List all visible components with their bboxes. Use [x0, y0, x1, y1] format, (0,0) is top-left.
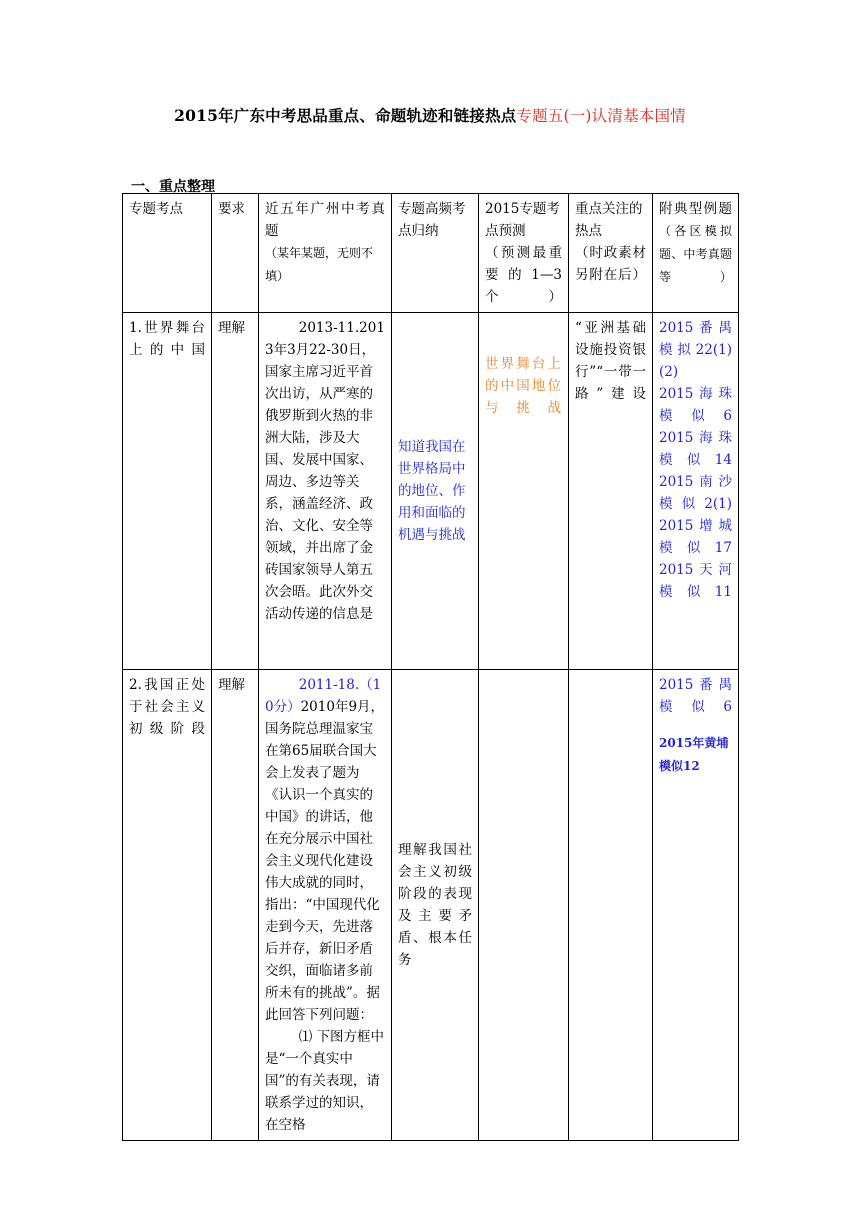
header-prediction-title: 2015专题考点预测 [485, 201, 560, 239]
list-item: 2015海珠模似14 [659, 430, 732, 468]
list-item: 2015增城模似17 [659, 518, 732, 556]
header-examples [653, 194, 739, 313]
header-examples-title: 附典型例题 [659, 201, 732, 217]
row1-topic: 1.世界舞台上的中国 [123, 313, 212, 670]
row1-past-exam: 2013-11.2013年3月22-30日，国家主席习近平首次出访，从严寒的俄罗斯到火热的非洲大陆，涉及大国、发展中国家、周边、多边等关系，涵盖经济、政治、文化、安全等领域，并出席了金砖国家领导人第五次会晤。此次外交活动传递的信息是 [259, 313, 392, 670]
header-prediction [479, 194, 569, 313]
header-hotspots-title: 重点关注的热点 [575, 201, 643, 239]
row1-requirement: 理解 [212, 313, 259, 670]
row2-exam-question: ⑴ 下图方框中是“一个真实中国”的有关表现，请联系学过的知识，在空格 [265, 1029, 385, 1133]
table-row [123, 670, 739, 1141]
header-past-exams-note: （某年某题，无则不填） [265, 246, 374, 283]
table-row [123, 313, 739, 670]
title-topic: 专题五(一)认清基本国情 [516, 107, 686, 125]
document-title [0, 104, 860, 126]
header-summary: 专题高频考点归纳 [392, 194, 479, 313]
row2-exam-head: 2011-18.（10分） [265, 677, 382, 715]
header-past-exams-title: 近五年广州中考真题 [265, 201, 385, 239]
list-item: 2015年黄埔模似12 [659, 736, 729, 773]
key-points-table [122, 193, 739, 1141]
row2-requirement: 理解 [212, 670, 259, 1141]
header-topic: 专题考点 [123, 194, 212, 313]
list-item: 2015南沙模似2(1) [659, 474, 732, 512]
list-item: 2015番禺模拟22(1)(2) [659, 320, 732, 380]
row2-prediction [479, 670, 569, 1141]
row1-prediction: 世界舞台上的中国地位与挑战 [479, 313, 569, 670]
list-item: 2015番禺模似6 [659, 677, 732, 715]
row1-examples [653, 313, 739, 670]
header-hotspots [569, 194, 653, 313]
row2-exam-body: 2010年9月，国务院总理温家宝在第65届联合国大会上发表了题为《认识一个真实的中国》的讲话，他在充分展示中国社会主义现代化建设伟大成就的同时，指出：“中国现代化走到今天，先进落后并存，新旧矛盾交织，面临诸多前所未有的挑战”。据此回答下列问题： [265, 699, 385, 1023]
header-row [123, 194, 739, 313]
row1-hotspots: “亚洲基础设施投资银行”“一带一路”建设 [569, 313, 653, 670]
header-requirement: 要求 [212, 194, 259, 313]
row2-past-exam [259, 670, 392, 1141]
row1-summary: 知道我国在世界格局中的地位、作用和面临的机遇与挑战 [392, 313, 479, 670]
header-hotspots-note: （时政素材另附在后） [575, 245, 646, 283]
header-past-exams [259, 194, 392, 313]
header-prediction-note: （预测最重要的1—3个） [485, 245, 562, 305]
row2-examples [653, 670, 739, 1141]
row2-summary: 理解我国社会主义初级阶段的表现及主要矛盾、根本任务 [392, 670, 479, 1141]
title-main: 2015年广东中考思品重点、命题轨迹和链接热点 [174, 106, 517, 125]
row2-topic: 2.我国正处于社会主义初级阶段 [123, 670, 212, 1141]
list-item: 2015天河模似11 [659, 562, 732, 600]
list-item: 2015海珠模似6 [659, 386, 732, 424]
header-examples-note: （各区模拟题、中考真题等） [659, 224, 732, 284]
row2-hotspots [569, 670, 653, 1141]
section-heading: 一、重点整理 [131, 179, 215, 195]
